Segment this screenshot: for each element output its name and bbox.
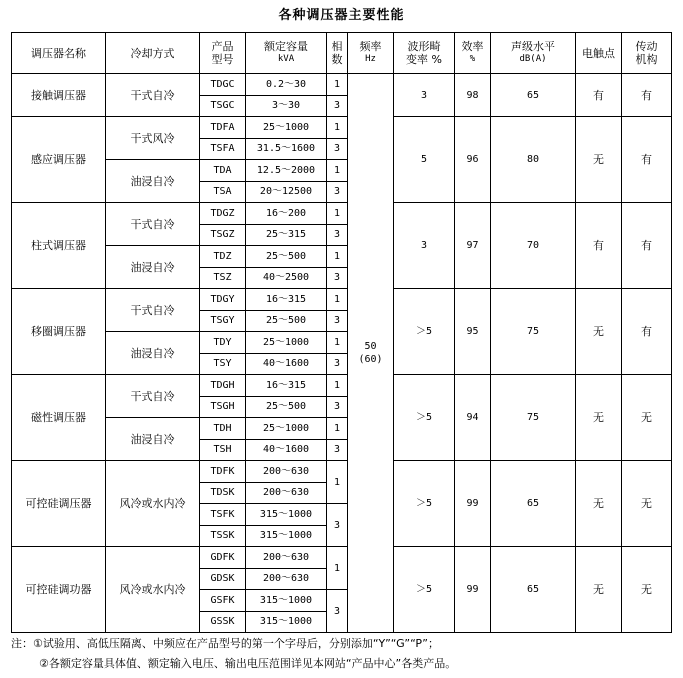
cooling-method: 风冷或水内冷 [106, 547, 200, 633]
product-model: TSSK [200, 525, 246, 547]
regulator-name: 柱式调压器 [12, 203, 106, 289]
cooling-method: 油浸自冷 [106, 246, 200, 289]
phase-count: 3 [327, 181, 348, 203]
product-model: GSSK [200, 611, 246, 633]
product-model: TDA [200, 160, 246, 182]
phase-count: 1 [327, 375, 348, 397]
product-model: GDSK [200, 568, 246, 590]
phase-count: 3 [327, 95, 348, 117]
rated-capacity: 25～500 [246, 396, 327, 418]
drive-mechanism: 有 [622, 203, 672, 289]
header-phase: 相 数 [327, 33, 348, 74]
electric-contact: 有 [576, 203, 622, 289]
drive-mechanism: 无 [622, 375, 672, 461]
product-model: TSY [200, 353, 246, 375]
phase-count: 1 [327, 289, 348, 311]
noise-level: 80 [491, 117, 576, 203]
phase-count: 1 [327, 117, 348, 139]
product-model: TSGY [200, 310, 246, 332]
noise-level: 75 [491, 289, 576, 375]
phase-count: 3 [327, 439, 348, 461]
rated-capacity: 31.5～1600 [246, 138, 327, 160]
product-model: TSZ [200, 267, 246, 289]
header-row [12, 33, 672, 74]
cooling-method: 干式自冷 [106, 375, 200, 418]
regulator-name: 感应调压器 [12, 117, 106, 203]
rated-capacity: 40～2500 [246, 267, 327, 289]
electric-contact: 无 [576, 289, 622, 375]
cooling-method: 干式自冷 [106, 74, 200, 117]
regulator-name: 磁性调压器 [12, 375, 106, 461]
product-model: TDFA [200, 117, 246, 139]
phase-count: 1 [327, 203, 348, 225]
drive-mechanism: 有 [622, 117, 672, 203]
drive-mechanism: 无 [622, 547, 672, 633]
phase-count: 3 [327, 353, 348, 375]
phase-count: 3 [327, 396, 348, 418]
rated-capacity: 3～30 [246, 95, 327, 117]
header-frequency: 频率 Hz [348, 33, 394, 74]
cooling-method: 干式自冷 [106, 203, 200, 246]
drive-mechanism: 无 [622, 461, 672, 547]
product-model: TDGH [200, 375, 246, 397]
header-distortion: 波形畸 变率 % [394, 33, 455, 74]
product-model: TSGC [200, 95, 246, 117]
table-row [12, 375, 672, 397]
product-model: GSFK [200, 590, 246, 612]
drive-mechanism: 有 [622, 289, 672, 375]
drive-mechanism: 有 [622, 74, 672, 117]
cooling-method: 油浸自冷 [106, 418, 200, 461]
rated-capacity: 315～1000 [246, 611, 327, 633]
phase-count: 1 [327, 246, 348, 268]
electric-contact: 无 [576, 375, 622, 461]
rated-capacity: 40～1600 [246, 353, 327, 375]
footnotes [11, 634, 681, 674]
rated-capacity: 25～500 [246, 246, 327, 268]
header-efficiency: 效率 % [455, 33, 491, 74]
distortion-rate: 3 [394, 74, 455, 117]
product-model: TDFK [200, 461, 246, 483]
table-row [12, 461, 672, 483]
rated-capacity: 25～1000 [246, 117, 327, 139]
rated-capacity: 0.2～30 [246, 74, 327, 96]
rated-capacity: 315～1000 [246, 525, 327, 547]
rated-capacity: 315～1000 [246, 504, 327, 526]
product-model: TSH [200, 439, 246, 461]
rated-capacity: 20～12500 [246, 181, 327, 203]
regulator-name: 接触调压器 [12, 74, 106, 117]
product-model: TDSK [200, 482, 246, 504]
rated-capacity: 200～630 [246, 461, 327, 483]
efficiency: 94 [455, 375, 491, 461]
efficiency: 99 [455, 461, 491, 547]
rated-capacity: 25～1000 [246, 418, 327, 440]
noise-level: 75 [491, 375, 576, 461]
product-model: TDGY [200, 289, 246, 311]
product-model: TDH [200, 418, 246, 440]
header-drive: 传动 机构 [622, 33, 672, 74]
header-name: 调压器名称 [12, 33, 106, 74]
table-row [12, 547, 672, 569]
table-row [12, 289, 672, 311]
page-title: 各种调压器主要性能 [278, 8, 405, 23]
electric-contact: 无 [576, 461, 622, 547]
header-contact: 电触点 [576, 33, 622, 74]
phase-count: 1 [327, 547, 348, 590]
frequency-value [348, 74, 394, 633]
distortion-rate: ＞5 [394, 289, 455, 375]
cooling-method: 干式风冷 [106, 117, 200, 160]
header-noise: 声级水平 dB(A) [491, 33, 576, 74]
product-model: TSGH [200, 396, 246, 418]
rated-capacity: 25～500 [246, 310, 327, 332]
cooling-method: 干式自冷 [106, 289, 200, 332]
rated-capacity: 200～630 [246, 482, 327, 504]
cooling-method: 风冷或水内冷 [106, 461, 200, 547]
product-model: TDGC [200, 74, 246, 96]
phase-count: 3 [327, 267, 348, 289]
efficiency: 97 [455, 203, 491, 289]
rated-capacity: 16～315 [246, 375, 327, 397]
rated-capacity: 315～1000 [246, 590, 327, 612]
distortion-rate: 5 [394, 117, 455, 203]
distortion-rate: 3 [394, 203, 455, 289]
product-model: TDZ [200, 246, 246, 268]
footnote-2: ②各额定容量具体值、额定输入电压、输出电压范围详见本网站“产品中心”各类产品。 [39, 657, 457, 670]
distortion-rate: ＞5 [394, 375, 455, 461]
electric-contact: 无 [576, 547, 622, 633]
regulator-name: 可控硅调功器 [12, 547, 106, 633]
rated-capacity: 25～1000 [246, 332, 327, 354]
phase-count: 1 [327, 332, 348, 354]
efficiency: 98 [455, 74, 491, 117]
rated-capacity: 16～200 [246, 203, 327, 225]
product-model: GDFK [200, 547, 246, 569]
phase-count: 1 [327, 160, 348, 182]
product-model: TSA [200, 181, 246, 203]
rated-capacity: 12.5～2000 [246, 160, 327, 182]
rated-capacity: 40～1600 [246, 439, 327, 461]
electric-contact: 无 [576, 117, 622, 203]
efficiency: 96 [455, 117, 491, 203]
phase-count: 3 [327, 590, 348, 633]
noise-level: 65 [491, 74, 576, 117]
distortion-rate: ＞5 [394, 461, 455, 547]
product-model: TSGZ [200, 224, 246, 246]
efficiency: 99 [455, 547, 491, 633]
phase-count: 1 [327, 74, 348, 96]
performance-table [11, 32, 672, 633]
phase-count: 1 [327, 461, 348, 504]
regulator-name: 移圈调压器 [12, 289, 106, 375]
phase-count: 3 [327, 224, 348, 246]
product-model: TSFA [200, 138, 246, 160]
noise-level: 65 [491, 547, 576, 633]
footnote-1: 注：①试验用、高低压隔离、中频应在产品型号的第一个字母后，分别添加“Y”“G”“P”； [11, 637, 439, 650]
table-row [12, 117, 672, 139]
product-model: TDY [200, 332, 246, 354]
rated-capacity: 25～315 [246, 224, 327, 246]
cooling-method: 油浸自冷 [106, 332, 200, 375]
rated-capacity: 200～630 [246, 547, 327, 569]
phase-count: 3 [327, 138, 348, 160]
noise-level: 65 [491, 461, 576, 547]
distortion-rate: ＞5 [394, 547, 455, 633]
regulator-name: 可控硅调压器 [12, 461, 106, 547]
product-model: TDGZ [200, 203, 246, 225]
header-cooling: 冷却方式 [106, 33, 200, 74]
frequency-alt: (60) [358, 354, 383, 365]
rated-capacity: 200～630 [246, 568, 327, 590]
rated-capacity: 16～315 [246, 289, 327, 311]
phase-count: 3 [327, 504, 348, 547]
frequency-main: 50 [364, 341, 377, 352]
product-model: TSFK [200, 504, 246, 526]
noise-level: 70 [491, 203, 576, 289]
cooling-method: 油浸自冷 [106, 160, 200, 203]
electric-contact: 有 [576, 74, 622, 117]
table-row [12, 74, 672, 96]
header-capacity: 额定容量 kVA [246, 33, 327, 74]
efficiency: 95 [455, 289, 491, 375]
table-row [12, 203, 672, 225]
phase-count: 3 [327, 310, 348, 332]
phase-count: 1 [327, 418, 348, 440]
header-model: 产品 型号 [200, 33, 246, 74]
